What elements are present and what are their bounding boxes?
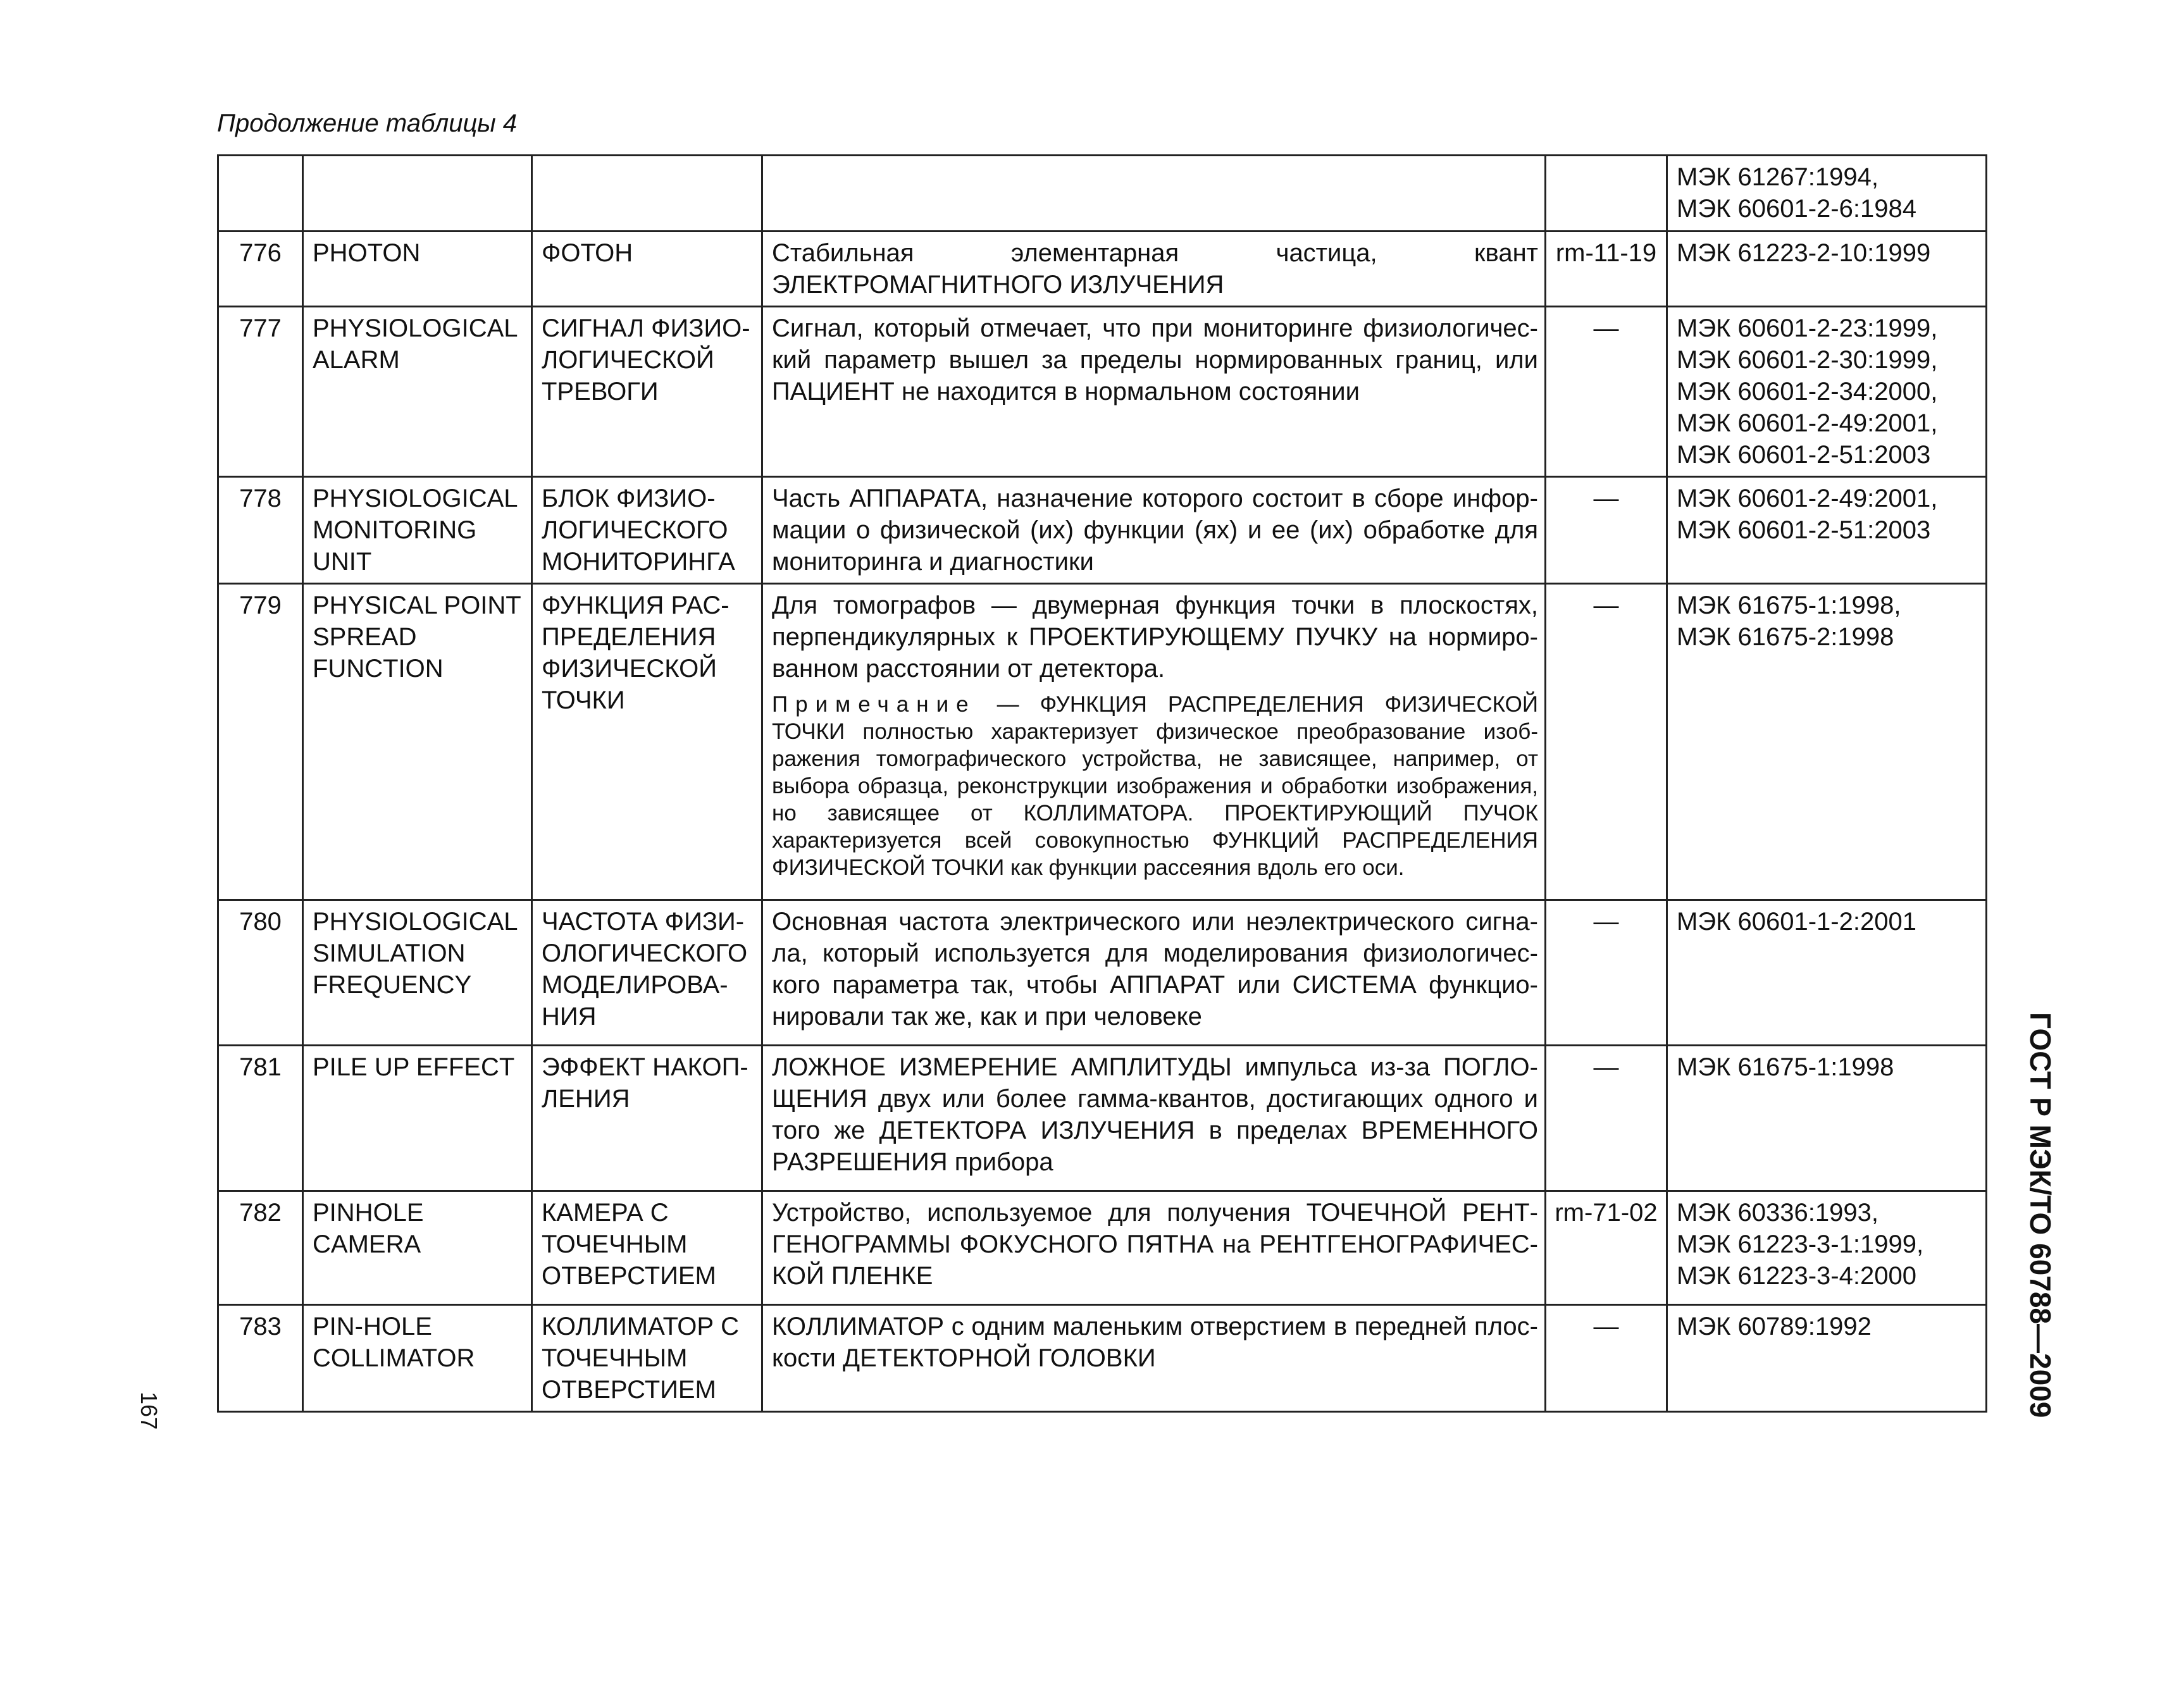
term-number: 779 — [218, 584, 303, 900]
term-english: PHYSIOLOGICAL MONITORING UNIT — [303, 477, 532, 584]
term-number: 780 — [218, 900, 303, 1046]
term-reference-code: rm-11-19 — [1546, 232, 1667, 307]
term-english: PHYSICAL POINT SPREAD FUNCTION — [303, 584, 532, 900]
standard-reference: МЭК 61675-1:1998, — [1677, 591, 1901, 619]
term-standards — [1667, 584, 1987, 900]
table-row — [218, 477, 1987, 584]
term-standards — [1667, 307, 1987, 477]
standard-reference: МЭК 60601-2-51:2003 — [1677, 441, 1931, 469]
term-standards — [1667, 1305, 1987, 1412]
term-reference-code: — — [1546, 1046, 1667, 1191]
standard-reference: МЭК 60601-2-51:2003 — [1677, 516, 1931, 544]
term-english: PIN-HOLE COLLIMATOR — [303, 1305, 532, 1412]
term-russian: ФОТОН — [532, 232, 762, 307]
term-russian: КОЛЛИМАТОР С ТОЧЕЧНЫМ ОТВЕРСТИЕМ — [532, 1305, 762, 1412]
note-text: — ФУНКЦИЯ РАСПРЕДЕЛЕНИЯ ФИЗИЧЕСКОЙ ТОЧКИ полностью характеризует физическое преобразование изображения томографического устройства, не зависящее, например, от выбора образца, реконструкции изображения и обработки изображения, но зависящее от КОЛЛИМАТОРА. ПРОЕКТИРУЮЩИЙ ПУЧОК характеризуется всей совокупностью ФУНКЦИЙ РАСПРЕДЕЛЕНИЯ ФИЗИЧЕСКОЙ ТОЧКИ как функции рассеяния вдоль его оси. — [772, 692, 1538, 880]
term-number: 781 — [218, 1046, 303, 1191]
term-english: PHYSIOLOGICAL SIMULATION FREQUENCY — [303, 900, 532, 1046]
term-russian: ФУНКЦИЯ РАСПРЕДЕЛЕНИЯ ФИЗИЧЕСКОЙ ТОЧКИ — [532, 584, 762, 900]
term-definition — [762, 1046, 1546, 1191]
definition-text: Для томографов — двумерная функция точки в плоскостях, перпендикулярных к ПРОЕКТИРУЮЩЕМУ ПУЧКУ на нормированном расстоянии от детектора. — [772, 591, 1538, 683]
table-row — [218, 584, 1987, 900]
document-title: ГОСТ Р МЭК/ТО 60788—2009 — [2024, 1012, 2057, 1418]
definition-text: Стабильная элементарная частица, квант ЭЛЕКТРОМАГНИТНОГО ИЗЛУЧЕНИЯ — [772, 239, 1538, 299]
standard-reference: МЭК 60601-2-30:1999, — [1677, 346, 1938, 374]
table-row — [218, 1046, 1987, 1191]
table-row — [218, 900, 1987, 1046]
term-number: 777 — [218, 307, 303, 477]
term-number: 783 — [218, 1305, 303, 1412]
terms-table — [217, 154, 1987, 1413]
term-reference-code: — — [1546, 584, 1667, 900]
table-row — [218, 1305, 1987, 1412]
note-label: Примечание — [772, 692, 976, 717]
term-definition — [762, 1191, 1546, 1305]
definition-text: ЛОЖНОЕ ИЗМЕРЕНИЕ АМПЛИТУДЫ импульса из-за ПОГЛОЩЕНИЯ двух или более гамма-квантов, достигающих одного и того же ДЕТЕКТОРА ИЗЛУЧЕНИЯ в пределах ВРЕМЕННОГО РАЗРЕШЕНИЯ прибора — [772, 1053, 1538, 1176]
definition-text: Часть АППАРАТА, назначение которого состоит в сборе информации о физической (их) функции (ях) и ее (их) обработке для мониторинга и диагностики — [772, 485, 1538, 576]
standard-reference: МЭК 60601-2-6:1984 — [1677, 195, 1916, 223]
standard-reference: МЭК 60601-2-49:2001, — [1677, 485, 1938, 512]
standard-reference: МЭК 60789:1992 — [1677, 1313, 1872, 1340]
term-standards — [1667, 477, 1987, 584]
term-russian: ЭФФЕКТ НАКОПЛЕНИЯ — [532, 1046, 762, 1191]
term-standards — [1667, 1191, 1987, 1305]
table-body — [218, 156, 1987, 1412]
term-standards — [1667, 900, 1987, 1046]
standard-reference: МЭК 60336:1993, — [1677, 1199, 1878, 1227]
standard-reference: МЭК 60601-2-23:1999, — [1677, 314, 1938, 342]
term-definition — [762, 156, 1546, 232]
term-russian: КАМЕРА С ТОЧЕЧНЫМ ОТВЕРСТИЕМ — [532, 1191, 762, 1305]
term-english: PILE UP EFFECT — [303, 1046, 532, 1191]
definition-text: Устройство, используемое для получения ТОЧЕЧНОЙ РЕНТГЕНОГРАММЫ ФОКУСНОГО ПЯТНА на РЕНТГЕНОГРАФИЧЕСКОЙ ПЛЕНКЕ — [772, 1199, 1538, 1290]
term-definition — [762, 1305, 1546, 1412]
term-english: PHOTON — [303, 232, 532, 307]
standard-reference: МЭК 60601-2-34:2000, — [1677, 378, 1938, 405]
term-standards — [1667, 156, 1987, 232]
term-russian — [532, 156, 762, 232]
standard-reference: МЭК 61223-3-4:2000 — [1677, 1262, 1916, 1290]
term-english — [303, 156, 532, 232]
term-number: 778 — [218, 477, 303, 584]
term-definition — [762, 900, 1546, 1046]
term-definition — [762, 307, 1546, 477]
term-definition — [762, 584, 1546, 900]
standard-reference: МЭК 61223-3-1:1999, — [1677, 1230, 1924, 1258]
term-standards — [1667, 232, 1987, 307]
term-number — [218, 156, 303, 232]
standard-reference: МЭК 61675-1:1998 — [1677, 1053, 1894, 1081]
term-russian: ЧАСТОТА ФИЗИОЛОГИЧЕСКОГО МОДЕЛИРОВАНИЯ — [532, 900, 762, 1046]
standard-reference: МЭК 60601-1-2:2001 — [1677, 908, 1916, 936]
definition-text: Сигнал, который отмечает, что при мониторинге физиологический параметр вышел за пределы нормированных границ, или ПАЦИЕНТ не находится в нормальном состоянии — [772, 314, 1538, 405]
term-reference-code: — — [1546, 1305, 1667, 1412]
term-english: PINHOLE CAMERA — [303, 1191, 532, 1305]
table-row — [218, 232, 1987, 307]
term-definition — [762, 232, 1546, 307]
term-reference-code — [1546, 156, 1667, 232]
term-number: 782 — [218, 1191, 303, 1305]
standard-reference: МЭК 61223-2-10:1999 — [1677, 239, 1931, 267]
page-number: 167 — [136, 1392, 162, 1430]
term-russian: БЛОК ФИЗИОЛОГИЧЕСКОГО МОНИТОРИНГА — [532, 477, 762, 584]
table-row — [218, 1191, 1987, 1305]
definition-note — [772, 691, 1538, 881]
definition-text: КОЛЛИМАТОР с одним маленьким отверстием в передней плоскости ДЕТЕКТОРНОЙ ГОЛОВКИ — [772, 1313, 1538, 1372]
term-russian: СИГНАЛ ФИЗИОЛОГИЧЕСКОЙ ТРЕВОГИ — [532, 307, 762, 477]
table-caption: Продолжение таблицы 4 — [217, 109, 518, 137]
term-reference-code: rm-71-02 — [1546, 1191, 1667, 1305]
standard-reference: МЭК 60601-2-49:2001, — [1677, 409, 1938, 437]
term-definition — [762, 477, 1546, 584]
term-reference-code: — — [1546, 900, 1667, 1046]
term-reference-code: — — [1546, 307, 1667, 477]
term-reference-code: — — [1546, 477, 1667, 584]
standard-reference: МЭК 61675-2:1998 — [1677, 623, 1894, 651]
term-english: PHYSIOLOGICAL ALARM — [303, 307, 532, 477]
standard-reference: МЭК 61267:1994, — [1677, 163, 1878, 191]
table-row — [218, 156, 1987, 232]
definition-text: Основная частота электрического или неэлектрического сигнала, который используется для моделирования физиологического параметра так, чтобы АППАРАТ или СИСТЕМА функционировали так же, как и при человеке — [772, 908, 1538, 1030]
term-standards — [1667, 1046, 1987, 1191]
term-number: 776 — [218, 232, 303, 307]
table-row — [218, 307, 1987, 477]
